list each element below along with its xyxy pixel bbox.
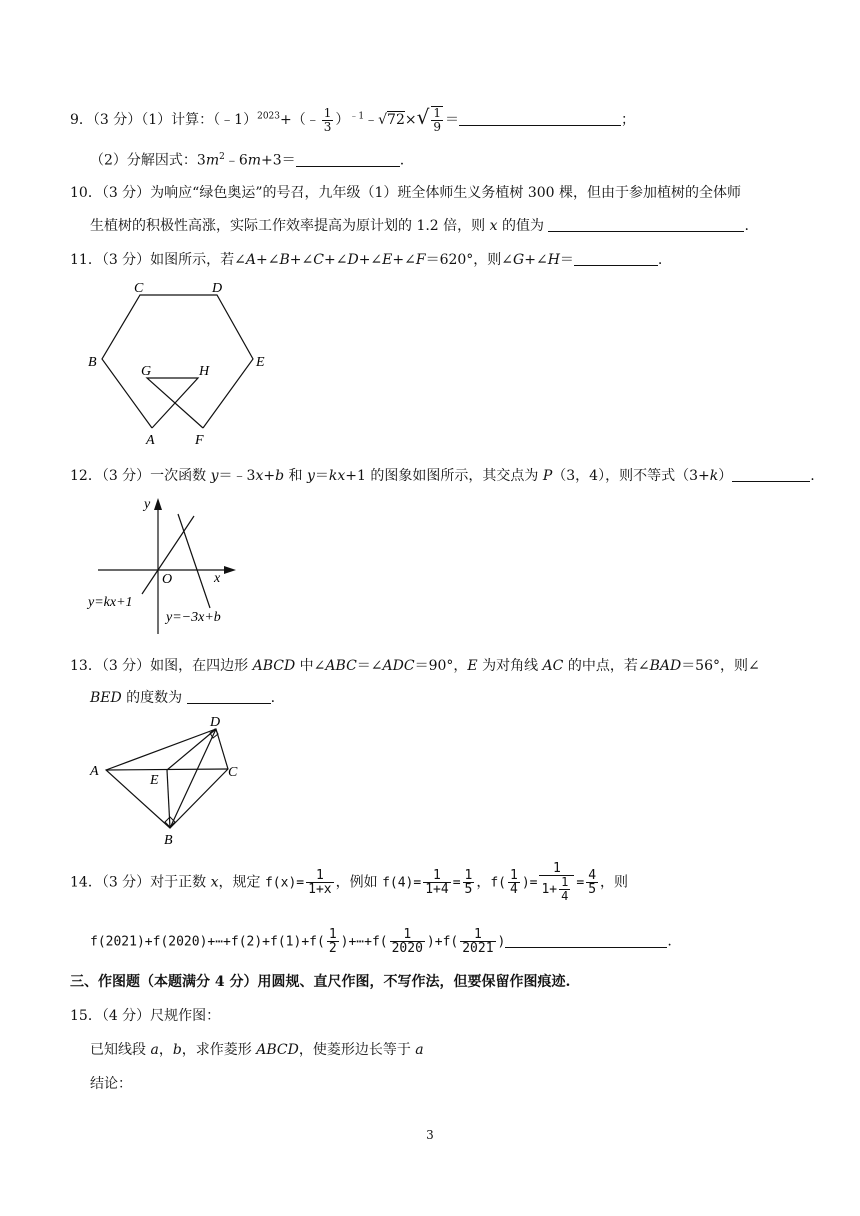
hexagon-outline: [102, 295, 253, 428]
label-b: B: [88, 355, 97, 370]
q14-var: x: [210, 874, 219, 891]
q9-text: ＝: [444, 112, 459, 128]
sqrt-icon: √: [416, 105, 430, 129]
q15-text: ，: [158, 1042, 173, 1058]
q13-var: E: [467, 658, 478, 674]
q9-text: （2）分解因式：3: [90, 152, 206, 169]
q11-text: +∠: [289, 252, 314, 268]
label-g: G: [141, 364, 152, 379]
q14-sum-fraction-2: [390, 928, 425, 955]
q14-text: ，例如: [335, 874, 383, 891]
q13-text: 中∠: [295, 658, 326, 674]
answer-blank[interactable]: [296, 152, 400, 167]
q12-text: 12．（3 分）一次函数: [70, 468, 211, 484]
page-number: 3: [426, 1128, 434, 1142]
q14-formula: f(4)=: [382, 875, 422, 891]
q13-text: ＝56°，则∠: [681, 658, 760, 674]
q9-var: m: [205, 152, 220, 169]
frac-num: 1: [539, 862, 574, 876]
frac-den: 1+4: [425, 882, 449, 897]
q12-text: 和: [284, 468, 307, 484]
label-h: H: [199, 364, 210, 379]
q13-text: 的中点，若∠: [563, 658, 650, 674]
frac-den: 4: [561, 889, 569, 903]
label-d: D: [212, 281, 223, 296]
question-13: [70, 656, 760, 676]
q13-var: AC: [542, 658, 564, 674]
q12-var: x: [255, 468, 264, 484]
q14-ex2-result: [586, 869, 598, 896]
q11-text: +∠: [524, 252, 548, 268]
q11-var: D: [347, 252, 359, 268]
segment-ed: [167, 729, 216, 770]
question-15: 15．（4 分）尺规作图：: [70, 1008, 221, 1024]
q14-text: ，规定: [218, 874, 265, 891]
q12-var: k: [709, 468, 719, 484]
q11-var: C: [313, 252, 324, 268]
q14-formula: f(x)=: [264, 875, 305, 891]
axis-y-label: y: [144, 497, 151, 512]
frac-num: 1: [423, 869, 450, 883]
question-13-line-2: [90, 688, 275, 708]
frac-den: 3: [323, 119, 332, 134]
question-10: [70, 183, 741, 203]
q11-var: A: [245, 252, 257, 268]
frac-den: 2: [328, 941, 337, 956]
x-axis-arrow: [224, 566, 236, 574]
label-c: C: [228, 765, 238, 780]
sqrt-icon: √: [378, 112, 388, 128]
q15-var: a: [150, 1042, 159, 1058]
section-heading: 三、作图题（本题满分 4 分）用圆规、直尺作图，不写作法，但要保留作图痕迹.: [70, 974, 571, 990]
q14-formula: =: [576, 875, 585, 891]
q14-formula: )+⋯+f(: [340, 934, 388, 950]
q9-text: ×: [404, 112, 417, 128]
q13-text: 为对角线: [477, 658, 543, 674]
q9-var: m: [247, 152, 262, 169]
q9-text: 9．（3 分）（1）计算：（﹣1）: [70, 112, 258, 128]
q13-var: ABC: [325, 658, 357, 674]
q14-formula: 1+: [541, 882, 558, 897]
q9-exponent: 2: [219, 152, 225, 162]
label-f: F: [195, 433, 204, 448]
q13-text: ＝90°，: [414, 658, 468, 674]
frac-den: 9: [433, 120, 441, 134]
answer-blank[interactable]: [187, 689, 271, 704]
q12-var: b: [275, 468, 285, 484]
q12-text: ＝﹣3: [218, 468, 256, 484]
triangle-gh: [147, 378, 203, 428]
q12-var: P: [542, 468, 553, 484]
q10-text: 10．（3 分）为响应“绿色奥运”的号召，九年级（1）班全体师生义务植树 300 棵，但由于参加植树的全体师: [70, 185, 742, 201]
frac-den: 4: [510, 882, 518, 897]
y-axis-arrow: [154, 498, 162, 510]
answer-blank[interactable]: [548, 217, 744, 232]
frac-num: 1: [464, 868, 473, 883]
answer-blank[interactable]: [505, 933, 667, 948]
q10-text: 生植树的积极性高涨，实际工作效率提高为原计划的 1.2 倍，则: [90, 218, 490, 234]
q11-text: +∠: [392, 252, 416, 268]
q12-text: +: [263, 468, 276, 484]
question-9: [70, 106, 635, 134]
frac-num: 1: [510, 868, 518, 883]
q9-exponent: ﹣1: [349, 111, 365, 122]
q14-sum-fraction-1: [327, 928, 339, 955]
q9-text: +3＝: [261, 152, 296, 169]
q14-formula: f(: [490, 875, 506, 891]
q14-formula: )+f(: [426, 934, 459, 950]
q9-radicand: 72: [387, 112, 405, 128]
q9-fraction-2: [431, 106, 443, 134]
q12-var: y: [210, 468, 219, 484]
q15-text: ，求作菱形: [181, 1042, 257, 1058]
label-e: E: [150, 773, 159, 788]
question-12: [70, 466, 815, 486]
frac-num: 1: [323, 105, 332, 120]
frac-num: 1: [561, 875, 569, 889]
q15-text: ，使菱形边长等于: [298, 1042, 416, 1058]
q14-formula: ): [497, 934, 506, 950]
q10-var: x: [489, 218, 498, 234]
q15-var: b: [172, 1042, 182, 1058]
q10-text: .: [744, 218, 749, 234]
q13-var: ABCD: [252, 658, 296, 674]
axis-x-label: x: [214, 571, 221, 586]
q14-text: ，: [476, 874, 491, 891]
q13-var: ADC: [382, 658, 415, 674]
q11-text: .: [657, 252, 663, 268]
q9-fraction-1: [322, 107, 334, 134]
q15-text: 已知线段: [90, 1042, 151, 1058]
q14-def-fraction: [306, 869, 333, 896]
q14-ex2-arg: [508, 869, 520, 896]
q14-formula: )=: [521, 875, 538, 891]
q12-text: ＝: [314, 468, 329, 484]
frac-den: 2021: [462, 941, 494, 956]
q10-text: 的值为: [497, 218, 549, 234]
q15-var: ABCD: [256, 1042, 299, 1058]
q9-text: ；: [620, 112, 635, 128]
q11-var: F: [415, 252, 426, 268]
question-15-body: [90, 1040, 424, 1060]
line-label-3x: y=−3x+b: [166, 610, 221, 625]
q14-sum-fraction-3: [460, 928, 495, 955]
question-14-line-2: [90, 928, 672, 955]
q14-ex1-result: [463, 869, 475, 896]
origin-label: O: [162, 572, 173, 587]
q11-var: H: [547, 252, 560, 268]
label-d: D: [210, 715, 221, 730]
q14-ex1-fraction: [423, 869, 450, 896]
line-label-kx: y=kx+1: [88, 595, 133, 610]
q12-text: ）: [718, 468, 733, 484]
label-c: C: [134, 281, 144, 296]
q12-var: kx: [328, 468, 346, 484]
q13-text: 13．（3 分）如图，在四边形: [70, 658, 253, 674]
label-b: B: [164, 833, 173, 848]
q13-var: BAD: [649, 658, 682, 674]
frac-num: 4: [588, 868, 597, 883]
q14-text: 14．（3 分）对于正数: [70, 874, 211, 891]
label-a: A: [90, 764, 99, 779]
q11-text: +∠: [323, 252, 348, 268]
frac-num: 1: [433, 106, 441, 120]
q11-text: ＝: [559, 252, 574, 268]
q15-var: a: [415, 1042, 424, 1058]
frac-den: [539, 876, 574, 903]
q11-var: E: [382, 252, 393, 268]
q14-ex2-fraction: [539, 862, 574, 903]
frac-num: 1: [328, 927, 337, 942]
label-a: A: [146, 433, 155, 448]
q11-text: +∠: [358, 252, 383, 268]
q11-var: G: [513, 252, 525, 268]
linear-functions-graph: [82, 494, 252, 636]
label-e: E: [256, 355, 265, 370]
q14-formula: =: [452, 875, 461, 891]
question-9-part-2: [90, 147, 404, 171]
q9-text: .: [399, 152, 405, 169]
frac-num: 1: [306, 869, 333, 883]
q11-text: 11．（3 分）如图所示，若∠: [70, 252, 246, 268]
nested-fraction: [559, 876, 570, 903]
q9-text: ﹣6: [224, 152, 248, 169]
q11-text: +∠: [256, 252, 280, 268]
frac-den: 2020: [391, 941, 423, 956]
line-minus-3x-plus-b: [178, 514, 210, 608]
answer-blank[interactable]: [574, 251, 658, 266]
question-10-line-2: [90, 216, 749, 236]
frac-den: 1+x: [308, 882, 332, 897]
q11-text: ＝620°，则∠: [425, 252, 514, 268]
q14-text: ，则: [600, 874, 629, 891]
question-11: [70, 250, 662, 270]
hexagon-figure: [80, 278, 280, 450]
conclusion-label: 结论：: [90, 1076, 132, 1092]
q14-formula: f(2021)+f(2020)+⋯+f(2)+f(1)+f(: [90, 934, 325, 950]
q13-text: 的度数为: [121, 690, 187, 706]
q13-var: BED: [90, 690, 122, 706]
q12-var: y: [306, 468, 315, 484]
q9-text: ）: [335, 112, 350, 128]
question-14: [70, 862, 628, 903]
answer-blank[interactable]: [732, 467, 810, 482]
q14-text: .: [667, 933, 672, 950]
quadrilateral-figure: [84, 712, 254, 848]
frac-den: 5: [464, 882, 473, 897]
frac-num: 1: [460, 928, 495, 942]
q9-text: +（﹣: [280, 112, 320, 128]
q11-var: B: [279, 252, 290, 268]
answer-blank[interactable]: [459, 111, 621, 126]
frac-den: 5: [588, 882, 597, 897]
q9-text: ﹣: [364, 112, 379, 128]
q13-text: .: [270, 690, 276, 706]
q13-text: ＝∠: [356, 658, 383, 674]
frac-num: 1: [390, 928, 425, 942]
q12-text: .: [810, 468, 815, 484]
q12-text: （3，4），则不等式（3+: [552, 468, 710, 484]
q12-text: +1 的图象如图所示，其交点为: [345, 468, 543, 484]
q9-exponent: 2023: [257, 111, 280, 122]
